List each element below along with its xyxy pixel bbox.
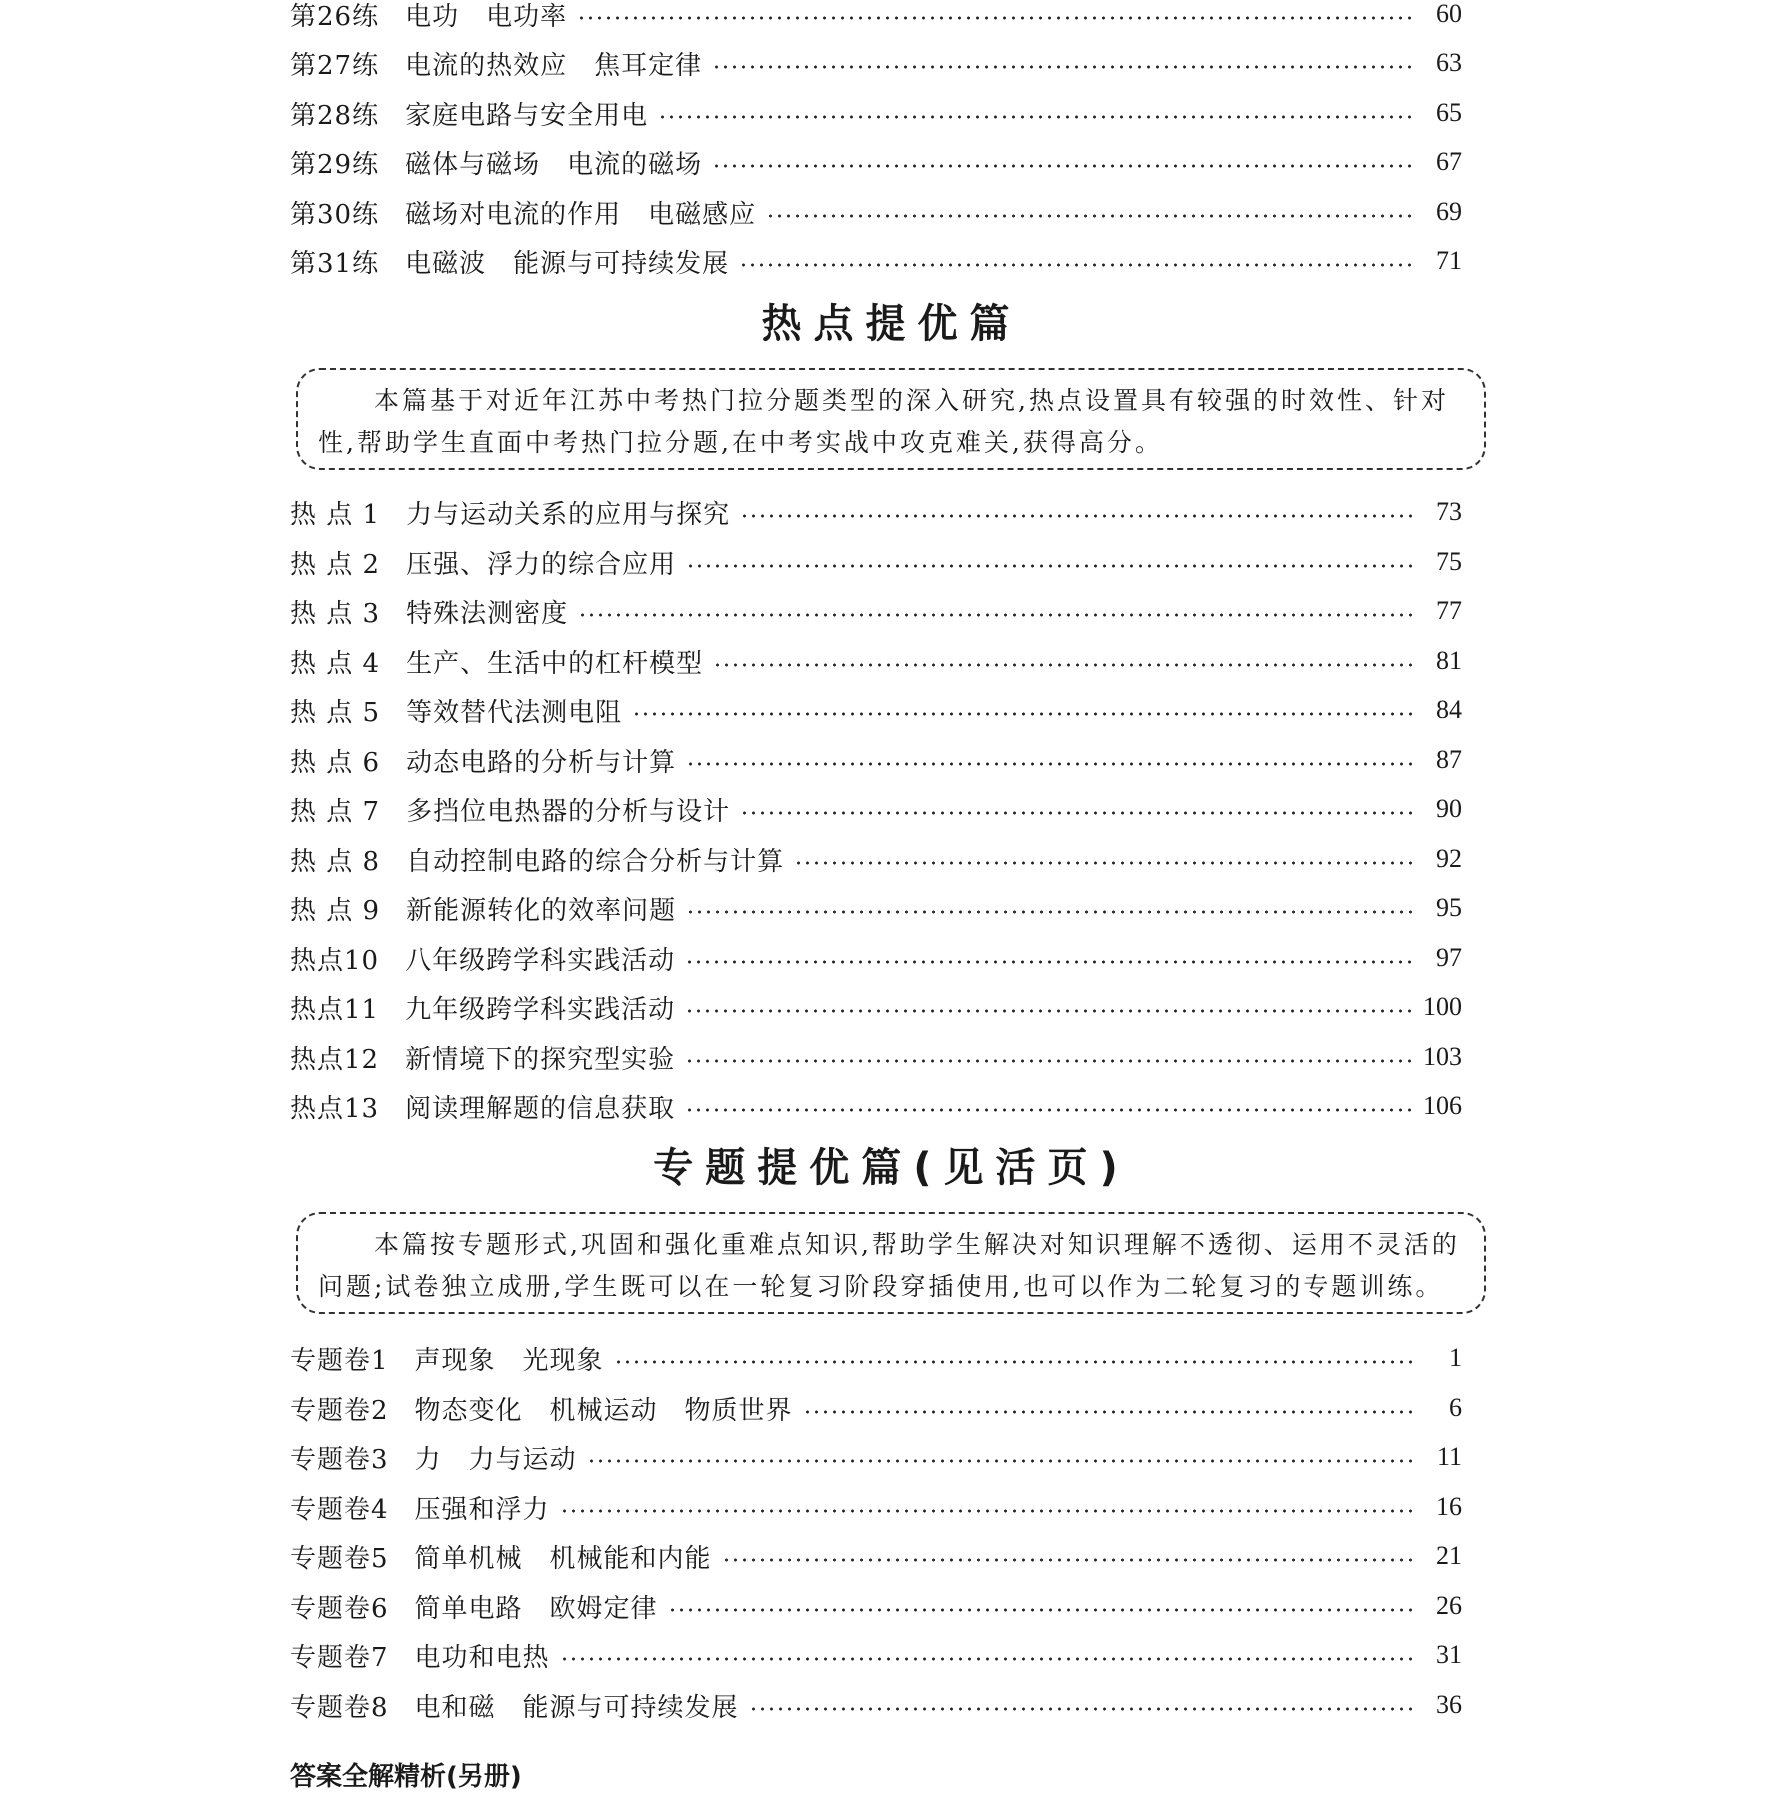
section-title-hot: 热点提优篇 — [761, 301, 1022, 347]
toc-entry[interactable] — [290, 192, 1462, 232]
dot-leader — [686, 564, 1416, 568]
toc-entry[interactable] — [290, 1388, 1462, 1428]
entry-page: 1 — [1449, 1343, 1462, 1372]
dot-leader — [712, 65, 1416, 69]
entry-number: 第26练 — [290, 1, 380, 32]
dot-leader — [794, 861, 1416, 865]
toc-entry[interactable] — [290, 888, 1462, 928]
entry-number: 第31练 — [290, 248, 380, 279]
entry-title: 简单电路 欧姆定律 — [414, 1593, 658, 1624]
dot-leader — [614, 1360, 1416, 1364]
entry-number: 专题卷5 — [290, 1543, 389, 1574]
entry-page: 92 — [1436, 844, 1462, 873]
entry-page: 71 — [1436, 246, 1462, 275]
toc-entry[interactable] — [290, 1635, 1462, 1675]
entry-number: 专题卷3 — [290, 1444, 389, 1475]
entry-number: 专题卷7 — [290, 1642, 389, 1673]
entry-page: 90 — [1436, 794, 1462, 823]
entry-title: 特殊法测密度 — [406, 598, 569, 629]
entry-page: 36 — [1436, 1690, 1462, 1719]
entry-number: 热 点 9 — [290, 895, 381, 926]
entry-title: 八年级跨学科实践活动 — [405, 945, 676, 976]
entry-title: 电功和电热 — [414, 1642, 550, 1673]
entry-title: 简单机械 机械能和内能 — [414, 1543, 712, 1574]
dot-leader — [739, 263, 1416, 267]
entry-page: 95 — [1436, 893, 1462, 922]
dot-leader — [685, 960, 1416, 964]
entry-page: 63 — [1436, 48, 1462, 77]
toc-entry[interactable] — [290, 1338, 1462, 1378]
dot-leader — [685, 1009, 1413, 1013]
entry-number: 热 点 6 — [290, 747, 381, 778]
dot-leader — [749, 1707, 1416, 1711]
entry-page: 97 — [1436, 943, 1462, 972]
entry-title: 动态电路的分析与计算 — [406, 747, 677, 778]
entry-page: 60 — [1436, 0, 1462, 28]
dot-leader — [577, 16, 1416, 20]
entry-page: 103 — [1423, 1042, 1462, 1071]
entry-title: 多挡位电热器的分析与设计 — [406, 796, 731, 827]
entry-title: 力与运动关系的应用与探究 — [406, 499, 731, 530]
entry-number: 第30练 — [290, 199, 380, 230]
toc-entry[interactable] — [290, 43, 1462, 83]
toc-entry[interactable] — [290, 142, 1462, 182]
entry-number: 热点13 — [290, 1093, 380, 1124]
dot-leader — [632, 712, 1416, 716]
entry-page: 75 — [1436, 547, 1462, 576]
toc-entry[interactable] — [290, 690, 1462, 730]
entry-title: 物态变化 机械运动 物质世界 — [414, 1395, 793, 1426]
entry-number: 专题卷2 — [290, 1395, 389, 1426]
entry-page: 16 — [1436, 1492, 1462, 1521]
toc-entry[interactable] — [290, 641, 1462, 681]
entry-title: 电磁波 能源与可持续发展 — [405, 248, 730, 279]
toc-entry[interactable] — [290, 0, 1462, 34]
entry-title: 新能源转化的效率问题 — [406, 895, 677, 926]
entry-title: 家庭电路与安全用电 — [405, 100, 649, 131]
entry-title: 阅读理解题的信息获取 — [405, 1093, 676, 1124]
entry-page: 73 — [1436, 497, 1462, 526]
entry-number: 热点11 — [290, 994, 380, 1025]
entry-title: 磁场对电流的作用 电磁感应 — [405, 199, 757, 230]
dot-leader — [713, 663, 1416, 667]
dot-leader — [685, 1108, 1413, 1112]
entry-number: 第27练 — [290, 50, 380, 81]
dot-leader — [740, 514, 1416, 518]
entry-number: 专题卷1 — [290, 1345, 389, 1376]
entry-number: 专题卷8 — [290, 1692, 389, 1723]
toc-entry[interactable] — [290, 1437, 1462, 1477]
entry-page: 69 — [1436, 197, 1462, 226]
entry-page: 81 — [1436, 646, 1462, 675]
entry-page: 26 — [1436, 1591, 1462, 1620]
section-title-topic: 专题提优篇(见活页) — [653, 1145, 1130, 1191]
toc-entry[interactable] — [290, 93, 1462, 133]
dot-leader — [668, 1608, 1416, 1612]
entry-page: 6 — [1449, 1393, 1462, 1422]
toc-entry[interactable] — [290, 1685, 1462, 1725]
entry-page: 31 — [1436, 1640, 1462, 1669]
entry-page: 100 — [1423, 992, 1462, 1021]
entry-number: 第28练 — [290, 100, 380, 131]
toc-entry[interactable] — [290, 740, 1462, 780]
entry-number: 第29练 — [290, 149, 380, 180]
toc-entry[interactable] — [290, 492, 1462, 532]
entry-title: 生产、生活中的杠杆模型 — [406, 648, 704, 679]
entry-page: 11 — [1436, 1442, 1462, 1471]
entry-number: 热点12 — [290, 1044, 380, 1075]
entry-page: 77 — [1436, 596, 1462, 625]
entry-number: 热 点 8 — [290, 846, 381, 877]
entry-title: 新情境下的探究型实验 — [405, 1044, 676, 1075]
entry-page: 65 — [1436, 98, 1462, 127]
dot-leader — [803, 1410, 1416, 1414]
entry-page: 106 — [1423, 1091, 1462, 1120]
dot-leader — [686, 762, 1416, 766]
entry-page: 87 — [1436, 745, 1462, 774]
entry-number: 热 点 5 — [290, 697, 381, 728]
entry-page: 84 — [1436, 695, 1462, 724]
entry-number: 热 点 4 — [290, 648, 381, 679]
entry-number: 热 点 7 — [290, 796, 381, 827]
section-description-box — [296, 1212, 1486, 1314]
entry-title: 力 力与运动 — [414, 1444, 577, 1475]
entry-title: 九年级跨学科实践活动 — [405, 994, 676, 1025]
dot-leader — [587, 1459, 1416, 1463]
entry-number: 热 点 2 — [290, 549, 381, 580]
toc-entry[interactable] — [290, 1487, 1462, 1527]
entry-title: 自动控制电路的综合分析与计算 — [406, 846, 785, 877]
entry-title: 电功 电功率 — [405, 1, 568, 32]
entry-number: 专题卷6 — [290, 1593, 389, 1624]
dot-leader — [766, 214, 1416, 218]
entry-title: 压强、浮力的综合应用 — [406, 549, 677, 580]
dot-leader — [722, 1558, 1416, 1562]
toc-entry[interactable] — [290, 938, 1462, 978]
dot-leader — [560, 1509, 1416, 1513]
dot-leader — [685, 1059, 1413, 1063]
dot-leader — [658, 115, 1416, 119]
section-description: 本篇按专题形式,巩固和强化重难点知识,帮助学生解决对知识理解不透彻、运用不灵活的问题;试卷独立成册,学生既可以在一轮复习阶段穿插使用,也可以作为二轮复习的专题训练。 — [318, 1230, 1460, 1301]
toc-entry[interactable] — [290, 987, 1462, 1027]
entry-title: 声现象 光现象 — [414, 1345, 604, 1376]
section-description: 本篇基于对近年江苏中考热门拉分题类型的深入研究,热点设置具有较强的时效性、针对性,帮助学生直面中考热门拉分题,在中考实战中攻克难关,获得高分。 — [318, 386, 1449, 457]
entry-title: 电和磁 能源与可持续发展 — [414, 1692, 739, 1723]
entry-title: 电流的热效应 焦耳定律 — [405, 50, 703, 81]
dot-leader — [686, 910, 1416, 914]
toc-entry[interactable] — [290, 1086, 1462, 1126]
dot-leader — [740, 811, 1416, 815]
toc-entry[interactable] — [290, 1037, 1462, 1077]
entry-page: 21 — [1436, 1541, 1462, 1570]
entry-page: 67 — [1436, 147, 1462, 176]
toc-entry[interactable] — [290, 542, 1462, 582]
entry-title: 压强和浮力 — [414, 1494, 550, 1525]
dot-leader — [560, 1657, 1416, 1661]
entry-number: 热 点 1 — [290, 499, 381, 530]
entry-number: 热点10 — [290, 945, 380, 976]
toc-entry[interactable] — [290, 1586, 1462, 1626]
dot-leader — [578, 613, 1416, 617]
answer-note[interactable]: 答案全解精析(另册) — [290, 1762, 522, 1792]
dot-leader — [712, 164, 1416, 168]
entry-number: 专题卷4 — [290, 1494, 389, 1525]
toc-entry[interactable] — [290, 789, 1462, 829]
section-description-box — [296, 368, 1486, 470]
toc-entry[interactable] — [290, 591, 1462, 631]
toc-entry[interactable] — [290, 839, 1462, 879]
toc-entry[interactable] — [290, 241, 1462, 281]
entry-title: 等效替代法测电阻 — [406, 697, 623, 728]
entry-number: 热 点 3 — [290, 598, 381, 629]
toc-entry[interactable] — [290, 1536, 1462, 1576]
entry-title: 磁体与磁场 电流的磁场 — [405, 149, 703, 180]
